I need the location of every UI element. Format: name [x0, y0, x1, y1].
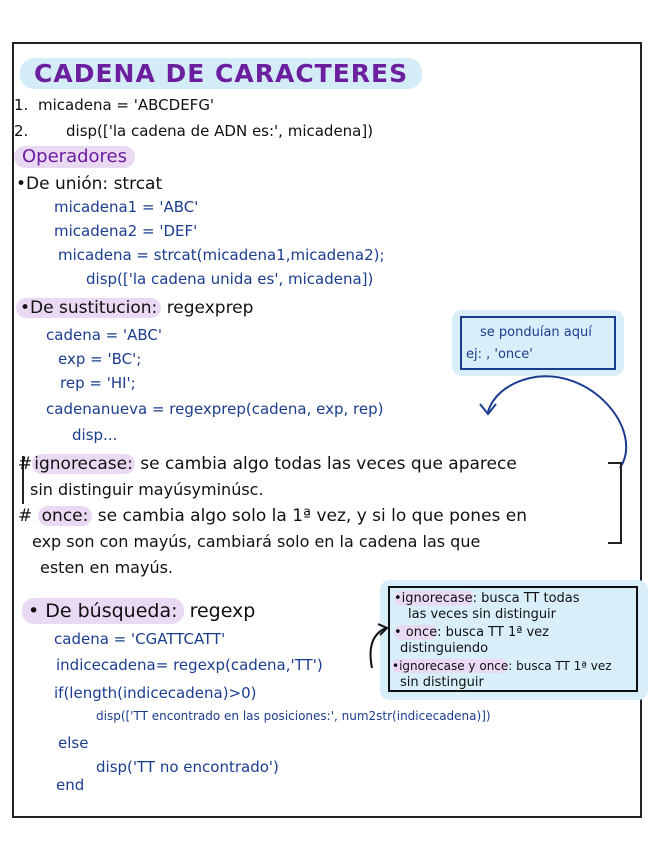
busqueda-note-line	[392, 660, 612, 672]
busqueda-code-line: disp('TT no encontrado')	[96, 758, 279, 776]
busqueda-note-line	[394, 626, 549, 639]
sustitucion-function: regexprep	[166, 298, 254, 318]
busqueda-code-line: else	[58, 734, 89, 752]
intro-line-1: micadena = 'ABCDEFG'	[38, 96, 215, 114]
once-text-3: esten en mayús.	[40, 558, 174, 577]
ignorecase-text-2: sin distinguir mayúsyminúsc.	[30, 480, 264, 499]
busqueda-code-line: disp(['TT encontrado en las posiciones:', num2str(indicecadena)])	[96, 709, 491, 723]
intro-line-2: disp(['la cadena de ADN es:', micadena])	[66, 122, 374, 140]
ignorecase-text: se cambia algo todas las veces que aparece	[140, 454, 517, 474]
arrow-icon	[364, 618, 394, 678]
union-code-line: disp(['la cadena unida es', micadena])	[86, 270, 374, 288]
busqueda-heading	[22, 602, 255, 621]
union-code-line: micadena = strcat(micadena1,micadena2);	[58, 246, 385, 264]
note-keyword: •ignorecase y once	[392, 659, 509, 673]
ignorecase-keyword: ignorecase:	[34, 454, 133, 474]
busqueda-note-line	[394, 592, 580, 605]
once-keyword: once:	[38, 506, 93, 526]
sustitucion-code-line: cadenanueva = regexprep(cadena, exp, rep)	[46, 400, 384, 418]
busqueda-code-line: indicecadena= regexp(cadena,'TT')	[56, 656, 323, 674]
sustitucion-note-line: ej: , 'once'	[466, 347, 533, 362]
sustitucion-heading	[16, 300, 253, 317]
line-number-1: 1.	[14, 96, 29, 114]
once-text: se cambia algo solo la 1ª vez, y si lo que pones en	[97, 506, 528, 526]
note-text: : busca TT 1ª vez	[508, 659, 612, 673]
union-heading	[16, 176, 162, 193]
once-text-2: exp son con mayús, cambiará solo en la cadena las que	[32, 532, 481, 551]
union-code-line: micadena2 = 'DEF'	[54, 222, 198, 240]
union-function: strcat	[113, 174, 163, 194]
note-keyword: •ignorecase	[394, 591, 473, 606]
note-text: : busca TT todas	[472, 591, 580, 606]
note-text: : busca TT 1ª vez	[437, 625, 549, 640]
sustitucion-code-line: cadena = 'ABC'	[46, 326, 163, 344]
busqueda-note-line: sin distinguir	[400, 675, 484, 690]
busqueda-code-line: end	[56, 776, 85, 794]
busqueda-heading-label: • De búsqueda:	[22, 598, 184, 624]
right-bracket-top	[608, 462, 622, 464]
hash-mark: #	[18, 454, 33, 474]
note-keyword: • once	[394, 625, 438, 640]
busqueda-code-line: cadena = 'CGATTCATT'	[54, 630, 226, 648]
right-bracket-line	[620, 462, 622, 542]
sustitucion-code-line: rep = 'HI';	[60, 374, 136, 392]
sustitucion-heading-label: •De sustitucion:	[16, 298, 161, 318]
page-title: CADENA DE CARACTERES	[20, 58, 422, 89]
line-number-2: 2.	[14, 122, 29, 140]
sustitucion-code-line: exp = 'BC';	[58, 350, 142, 368]
busqueda-note-line: las veces sin distinguir	[408, 607, 557, 622]
right-bracket-bottom	[608, 542, 622, 544]
union-heading-label: •De unión:	[16, 174, 109, 194]
busqueda-code-line: if(length(indicecadena)>0)	[54, 684, 257, 702]
sustitucion-note-line: se ponduían aquí	[480, 325, 592, 340]
busqueda-function: regexp	[189, 600, 256, 622]
section-heading-operadores: Operadores	[14, 146, 135, 168]
busqueda-note-line: distinguiendo	[400, 641, 489, 656]
union-code-line: micadena1 = 'ABC'	[54, 198, 199, 216]
once-line	[18, 508, 527, 525]
hash-mark: #	[18, 506, 33, 526]
ignorecase-line	[18, 456, 517, 473]
sustitucion-code-line: disp...	[72, 426, 118, 444]
